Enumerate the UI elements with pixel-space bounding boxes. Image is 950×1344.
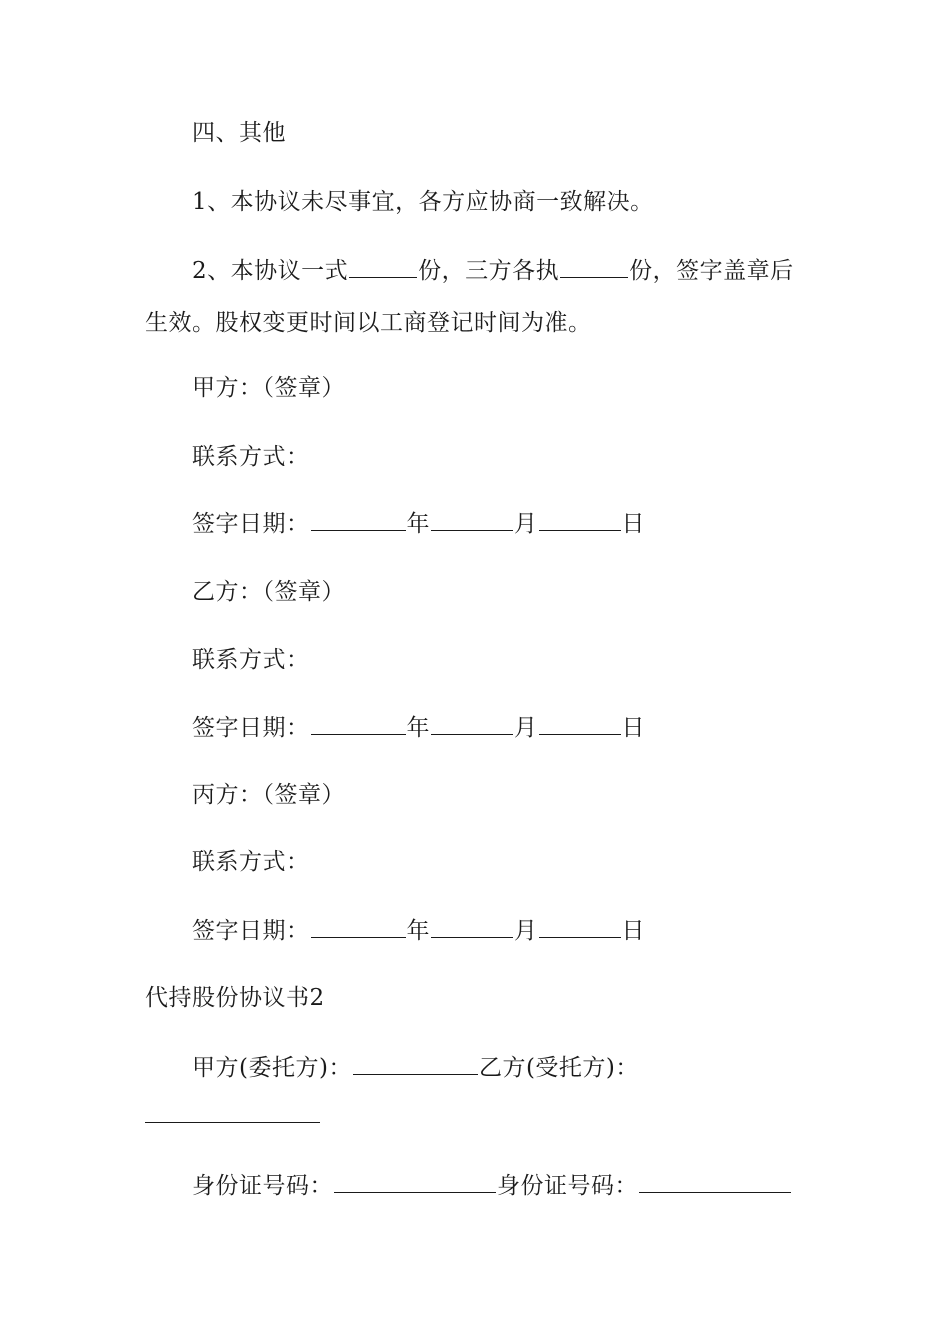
month-label: 月 bbox=[514, 715, 538, 741]
copies-each-blank[interactable] bbox=[560, 255, 628, 278]
party-b-blank-line bbox=[145, 1100, 805, 1131]
month-blank[interactable] bbox=[431, 712, 513, 735]
month-label: 月 bbox=[514, 918, 538, 944]
year-blank[interactable] bbox=[311, 915, 406, 938]
day-blank[interactable] bbox=[539, 508, 621, 531]
party-a-label: 甲方(委托方)： bbox=[192, 1055, 352, 1081]
clause-2 bbox=[192, 255, 805, 286]
id-b-blank[interactable] bbox=[639, 1170, 791, 1193]
clause-2-continuation: 生效。股权变更时间以工商登记时间为准。 bbox=[145, 310, 592, 336]
id-a-label: 身份证号码： bbox=[192, 1173, 333, 1199]
month-label: 月 bbox=[514, 511, 538, 537]
section-heading: 四、其他 bbox=[192, 120, 286, 146]
day-label: 日 bbox=[621, 715, 645, 741]
id-a-blank[interactable] bbox=[334, 1170, 496, 1193]
month-blank[interactable] bbox=[431, 508, 513, 531]
copies-total-blank[interactable] bbox=[349, 255, 417, 278]
party-a-sign: 甲方：（签章） bbox=[192, 375, 345, 401]
day-label: 日 bbox=[621, 511, 645, 537]
year-blank[interactable] bbox=[311, 712, 406, 735]
party-b-date bbox=[192, 712, 805, 743]
day-blank[interactable] bbox=[539, 915, 621, 938]
clause-2-part-1: 2、本协议一式 bbox=[192, 258, 349, 284]
doc2-parties-line bbox=[192, 1052, 805, 1083]
year-label: 年 bbox=[406, 715, 430, 741]
doc2-id-line bbox=[192, 1170, 805, 1201]
day-blank[interactable] bbox=[539, 712, 621, 735]
day-label: 日 bbox=[621, 918, 645, 944]
party-c-date bbox=[192, 915, 805, 946]
month-blank[interactable] bbox=[431, 915, 513, 938]
party-b-contact: 联系方式： bbox=[192, 647, 310, 673]
clause-2-part-3: 份，签字盖章后 bbox=[629, 258, 794, 284]
doc2-title: 代持股份协议书2 bbox=[145, 985, 325, 1011]
id-b-label: 身份证号码： bbox=[497, 1173, 638, 1199]
party-a-date bbox=[192, 508, 805, 539]
party-b-sign: 乙方：（签章） bbox=[192, 579, 345, 605]
date-label: 签字日期： bbox=[192, 511, 310, 537]
party-b-blank[interactable] bbox=[145, 1100, 320, 1123]
date-label: 签字日期： bbox=[192, 715, 310, 741]
party-c-sign: 丙方：（签章） bbox=[192, 782, 345, 808]
party-a-contact: 联系方式： bbox=[192, 444, 310, 470]
party-c-contact: 联系方式： bbox=[192, 849, 310, 875]
clause-2-part-2: 份，三方各执 bbox=[418, 258, 560, 284]
year-blank[interactable] bbox=[311, 508, 406, 531]
party-b-label: 乙方(受托方)： bbox=[478, 1055, 639, 1081]
date-label: 签字日期： bbox=[192, 918, 310, 944]
year-label: 年 bbox=[406, 918, 430, 944]
clause-1: 1、本协议未尽事宜，各方应协商一致解决。 bbox=[192, 189, 654, 215]
year-label: 年 bbox=[406, 511, 430, 537]
party-a-blank[interactable] bbox=[353, 1052, 478, 1075]
